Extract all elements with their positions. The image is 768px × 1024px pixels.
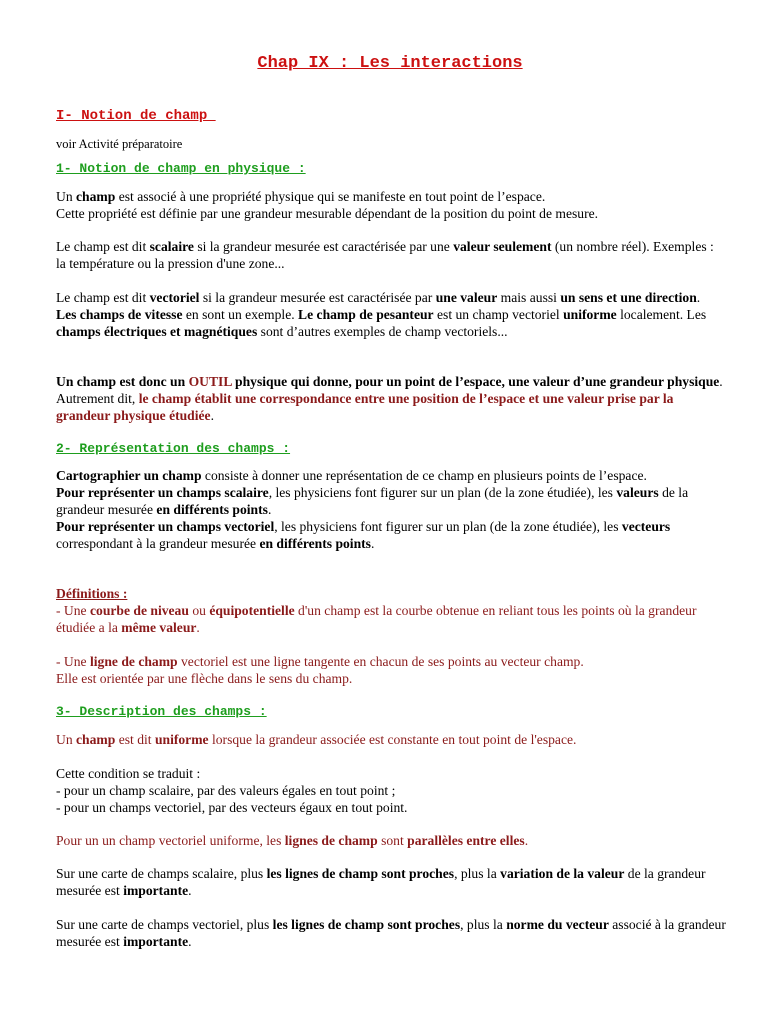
paragraph-champ-vectoriel: Le champ est dit vectoriel si la grandeur mesurée est caractérisée par une valeur mais aussi un sens et une direction. Les champs de vitesse en sont un exemple. Le champ de pesanteur est un champ vectoriel uniforme localement. Les champs électriques et magnétiques sont d’autres exemples de champ vectoriels... [56,290,707,339]
paragraph-champ-outil: Un champ est donc un OUTIL physique qui donne, pour un point de l’espace, une valeur d’une grandeur physique. Autrement dit, le champ établit une correspondance entre une position de l’espace et une valeur prise par la grandeur physique étudiée. [56,374,723,423]
paragraph-representation: Cartographier un champ consiste à donner une représentation de ce champ en plusieurs points de l’espace. Pour représenter un champs scalaire, les physiciens font figurer sur un plan (de la zone étudiée), les valeurs de la grandeur mesurée en différents points. Pour représenter un champs vectoriel, les physiciens font figurer sur un plan (de la zone étudiée), les vecteurs correspondant à la grandeur mesurée en différents points. [56,468,689,551]
subsection-heading-1: 1- Notion de champ en physique : [56,161,306,176]
paragraph-champ-uniforme: Un champ est dit uniforme lorsque la grandeur associée est constante en tout point de l'espace. [56,732,577,747]
intro-text: voir Activité préparatoire [56,137,183,151]
paragraph-condition: Cette condition se traduit : - pour un champ scalaire, par des valeurs égales en tout point ; - pour un champs vectoriel, par des vecteurs égaux en tout point. [56,766,408,815]
paragraph-champ-scalaire: Le champ est dit scalaire si la grandeur mesurée est caractérisée par une valeur seulement (un nombre réel). Exemples : la température ou la pression d'une zone... [56,239,714,271]
page-title: Chap IX : Les interactions [257,54,523,73]
paragraph-champ-definition: Un champ est associé à une propriété physique qui se manifeste en tout point de l’espace. Cette propriété est définie par une grandeur mesurable dépendant de la position du point de mesure. [56,189,599,221]
subsection-heading-3: 3- Description des champs : [56,704,267,719]
paragraph-lignes-paralleles: Pour un un champ vectoriel uniforme, les lignes de champ sont parallèles entre elles. [56,833,529,848]
section-heading-notion-de-champ: I- Notion de champ [56,108,216,124]
paragraph-carte-vectoriel: Sur une carte de champs vectoriel, plus les lignes de champ sont proches, plus la norme du vecteur associé à la grandeur mesurée est importante. [56,917,726,949]
paragraph-carte-scalaire: Sur une carte de champs scalaire, plus les lignes de champ sont proches, plus la variation de la valeur de la grandeur mesurée est importante. [56,866,706,898]
subsection-heading-2: 2- Représentation des champs : [56,441,291,456]
definitions-heading: Définitions : [56,586,128,601]
definitions-block: Définitions : - Une courbe de niveau ou équipotentielle d'un champ est la courbe obtenue en reliant tous les points où la grandeur étudiée a la même valeur. [56,586,697,635]
definition-ligne-de-champ: - Une ligne de champ vectoriel est une ligne tangente en chacun de ses points au vecteur champ. Elle est orientée par une flèche dans le sens du champ. [56,654,584,686]
